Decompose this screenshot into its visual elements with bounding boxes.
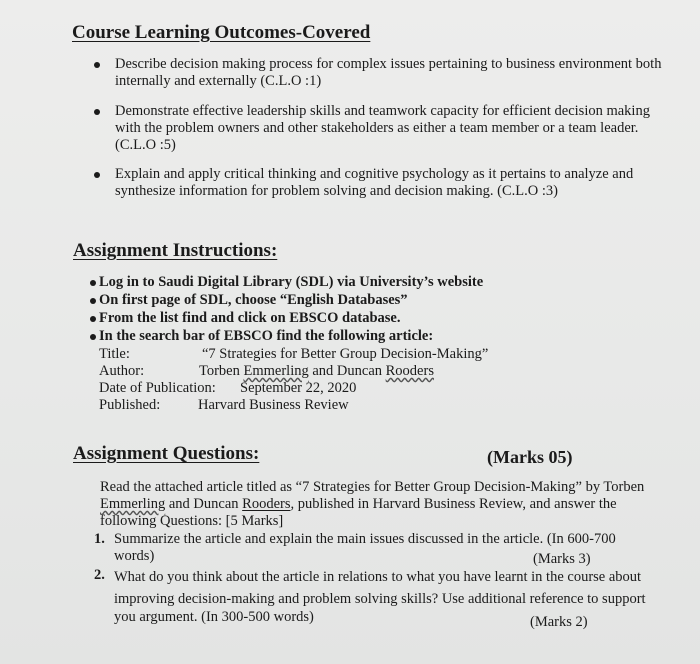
instruction-step-4: In the search bar of EBSCO find the following article: xyxy=(99,328,434,344)
bullet-icon xyxy=(94,62,100,68)
article-author-value: Torben Emmerling and Duncan Rooders xyxy=(199,363,434,379)
question-1-number: 1. xyxy=(94,531,105,547)
instruction-step-2: On first page of SDL, choose “English Databases” xyxy=(99,292,408,308)
instruction-step-1: Log in to Saudi Digital Library (SDL) via University’s website xyxy=(99,274,484,290)
instructions-heading: Assignment Instructions: xyxy=(73,240,278,261)
question-1-line-1: Summarize the article and explain the main issues discussed in the article. (In 600-700 xyxy=(114,531,616,547)
question-1-marks: (Marks 3) xyxy=(533,551,591,567)
bullet-icon xyxy=(90,316,96,322)
question-1-line-2: words) xyxy=(114,548,155,564)
questions-heading: Assignment Questions: xyxy=(73,443,260,464)
outcome-2-line-3: (C.L.O :5) xyxy=(115,137,176,153)
questions-intro-line-2: Emmerling and Duncan Rooders, published in Harvard Business Review, and answer the xyxy=(100,496,617,512)
outcomes-heading: Course Learning Outcomes-Covered xyxy=(72,22,371,43)
outcome-2-line-2: with the problem owners and other stakeholders as either a team member or a team leader. xyxy=(115,120,639,136)
outcome-2-line-1: Demonstrate effective leadership skills and teamwork capacity for efficient decision making xyxy=(115,103,650,119)
questions-intro-line-3: following Questions: [5 Marks] xyxy=(100,513,284,529)
outcome-3-line-1: Explain and apply critical thinking and cognitive psychology as it pertains to analyze and xyxy=(115,166,634,182)
article-published-label: Published: xyxy=(99,397,161,413)
question-2-line-3: you argument. (In 300-500 words) xyxy=(114,609,314,625)
bullet-icon xyxy=(90,334,96,340)
article-date-label: Date of Publication: xyxy=(99,380,216,396)
marks-total: (Marks 05) xyxy=(487,447,573,467)
question-2-number: 2. xyxy=(94,567,105,583)
outcome-1-line-1: Describe decision making process for complex issues pertaining to business environment both xyxy=(115,56,662,72)
instruction-step-3: From the list find and click on EBSCO database. xyxy=(99,310,401,326)
bullet-icon xyxy=(94,109,100,115)
bullet-icon xyxy=(94,172,100,178)
bullet-icon xyxy=(90,280,96,286)
article-published-value: Harvard Business Review xyxy=(198,397,349,413)
question-2-line-1: What do you think about the article in relations to what you have learnt in the course about xyxy=(114,569,642,585)
article-title-label: Title: xyxy=(99,346,130,362)
questions-intro-line-1: Read the attached article titled as “7 Strategies for Better Group Decision-Making” by Torben xyxy=(100,479,645,495)
outcome-3-line-2: synthesize information for problem solving and decision making. (C.L.O :3) xyxy=(115,183,558,199)
article-date-value: September 22, 2020 xyxy=(240,380,357,396)
outcome-1-line-2: internally and externally (C.L.O :1) xyxy=(115,73,322,89)
question-2-marks: (Marks 2) xyxy=(530,614,588,630)
question-2-line-2: improving decision-making and problem solving skills? Use additional reference to support xyxy=(114,591,646,607)
article-author-label: Author: xyxy=(99,363,145,379)
article-title-value: “7 Strategies for Better Group Decision-Making” xyxy=(202,346,489,362)
bullet-icon xyxy=(90,298,96,304)
